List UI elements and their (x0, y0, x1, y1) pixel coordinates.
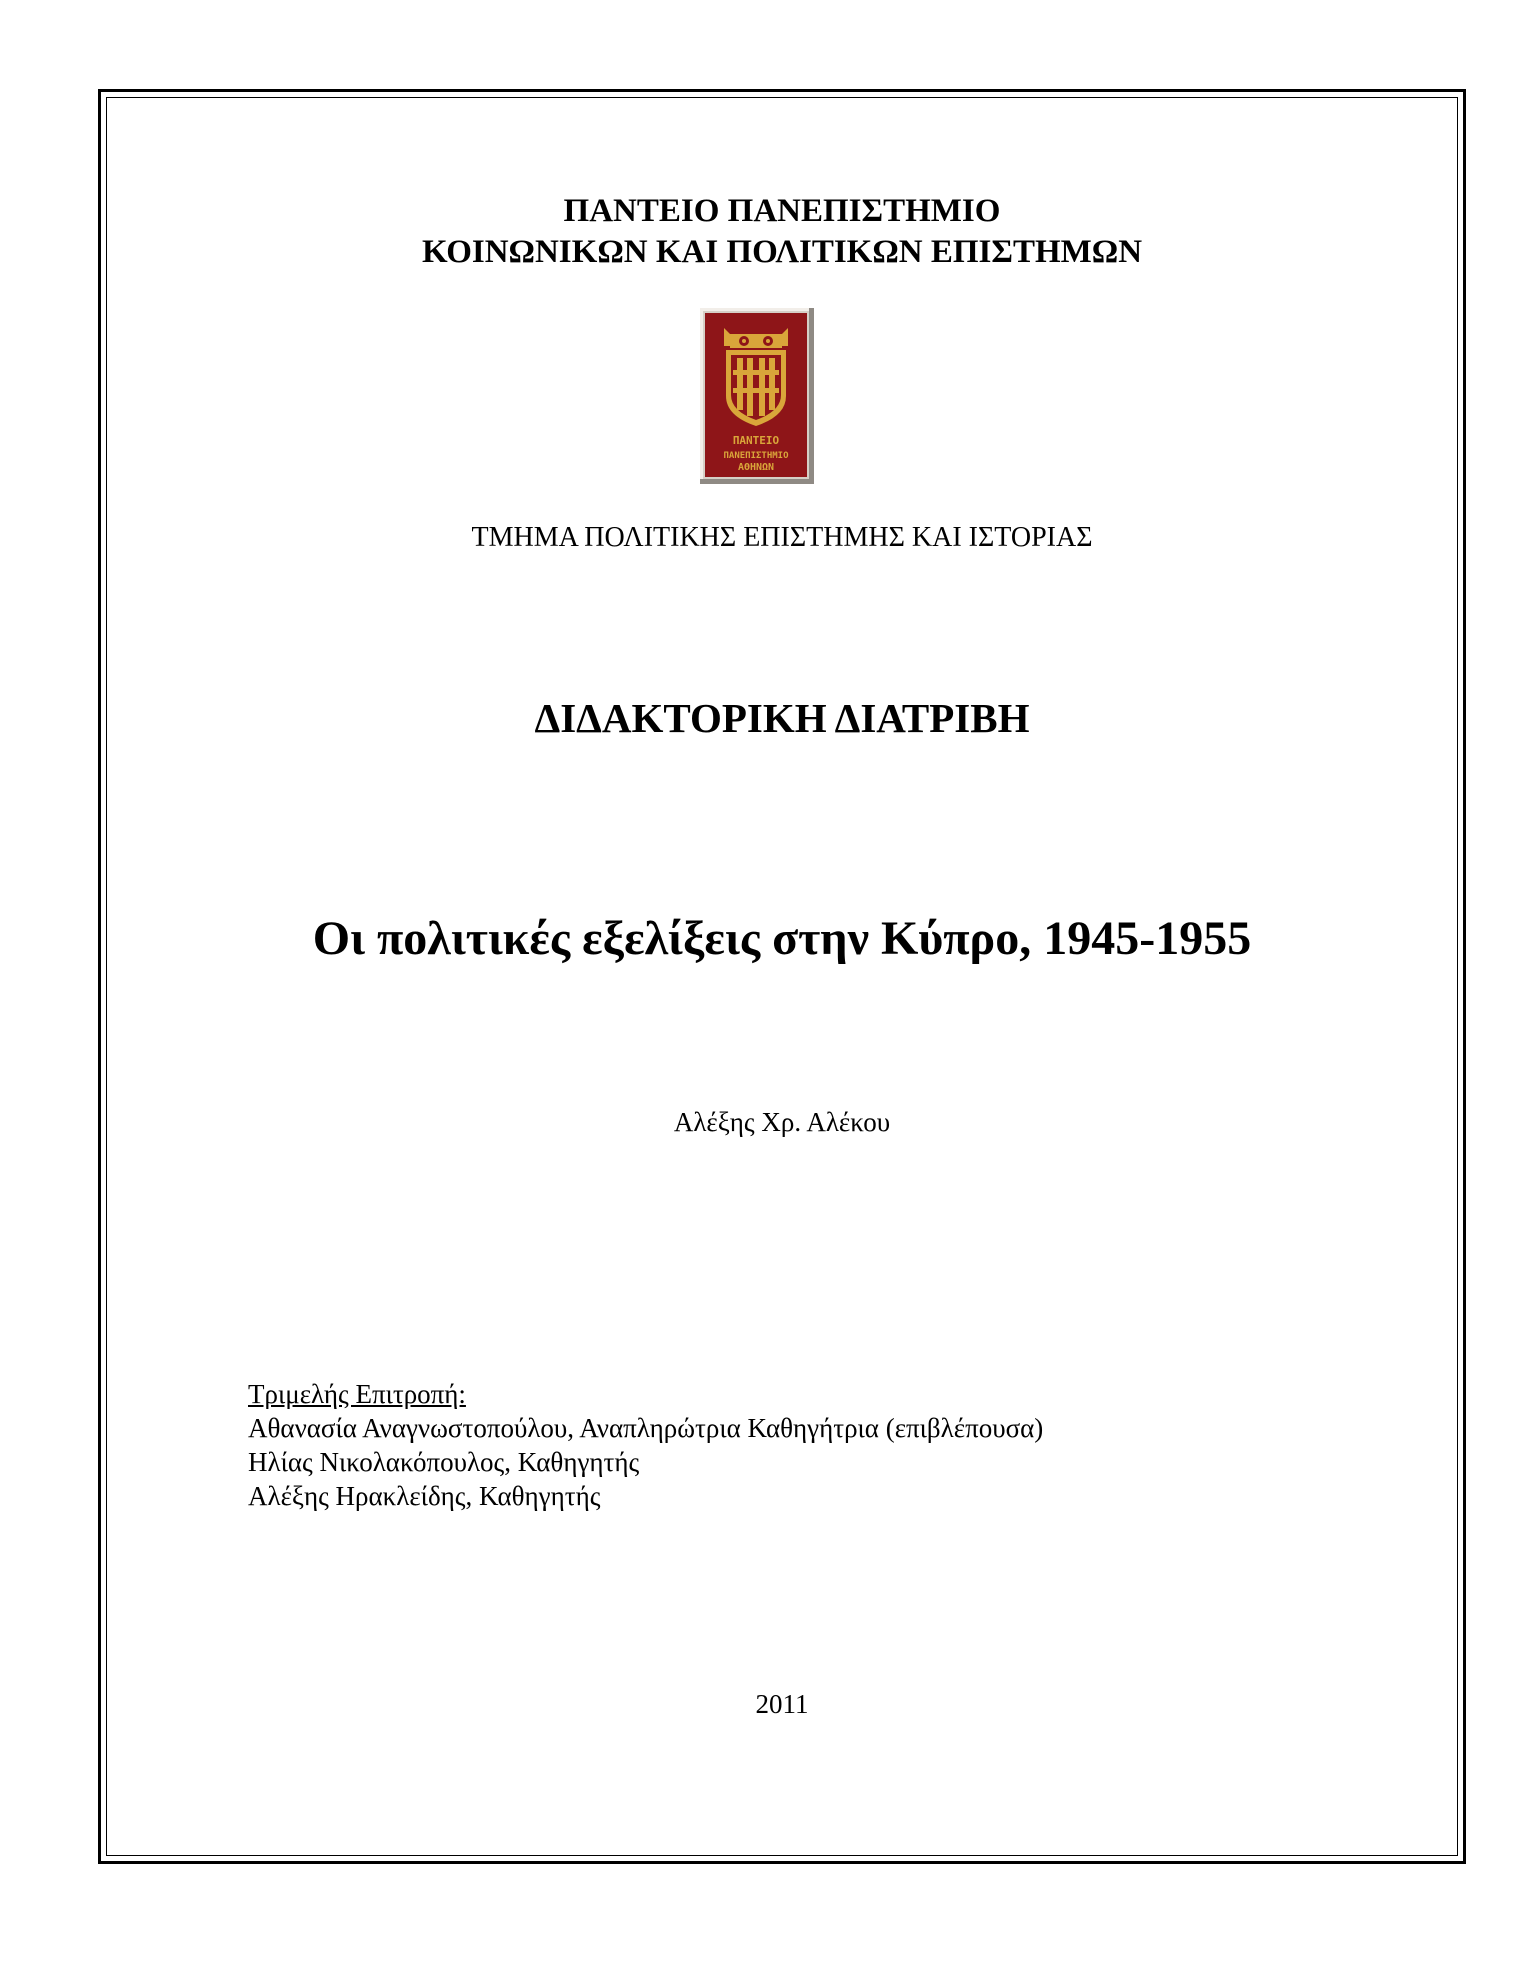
publication-year: 2011 (755, 1689, 809, 1719)
committee-heading: Τριμελής Επιτροπή: (248, 1379, 466, 1409)
university-name-line1: ΠΑΝΤΕΙΟ ΠΑΝΕΠΙΣΤΗΜΙΟ (563, 193, 1001, 229)
committee-member: Ηλίας Νικολακόπουλος, Καθηγητής (248, 1447, 640, 1477)
committee-member: Αθανασία Αναγνωστοπούλου, Αναπληρώτρια Καθηγήτρια (επιβλέπουσα) (248, 1413, 1044, 1443)
committee-block (248, 1377, 1043, 1513)
panteion-crest-icon (700, 308, 814, 484)
logo-text-line1: ΠΑΝΤΕΙΟ (732, 434, 780, 447)
university-name-line2: ΚΟΙΝΩΝΙΚΩΝ ΚΑΙ ΠΟΛΙΤΙΚΩΝ ΕΠΙΣΤΗΜΩΝ (421, 234, 1143, 270)
logo-text-line3: ΑΘΗΝΩΝ (737, 462, 775, 473)
committee-member: Αλέξης Ηρακλείδης, Καθηγητής (248, 1481, 601, 1511)
department-name: ΤΜΗΜΑ ΠΟΛΙΤΙΚΗΣ ΕΠΙΣΤΗΜΗΣ ΚΑΙ ΙΣΤΟΡΙΑΣ (471, 522, 1093, 553)
university-logo (700, 308, 814, 484)
author-name: Αλέξης Χρ. Αλέκου (673, 1107, 891, 1137)
logo-text-line2: ΠΑΝΕΠΙΣΤΗΜΙΟ (723, 451, 789, 461)
thesis-title: Οι πολιτικές εξελίξεις στην Κύπρο, 1945-1955 (312, 912, 1252, 965)
document-type-heading: ΔΙΔΑΚΤΟΡΙΚΗ ΔΙΑΤΡΙΒΗ (534, 695, 1030, 741)
